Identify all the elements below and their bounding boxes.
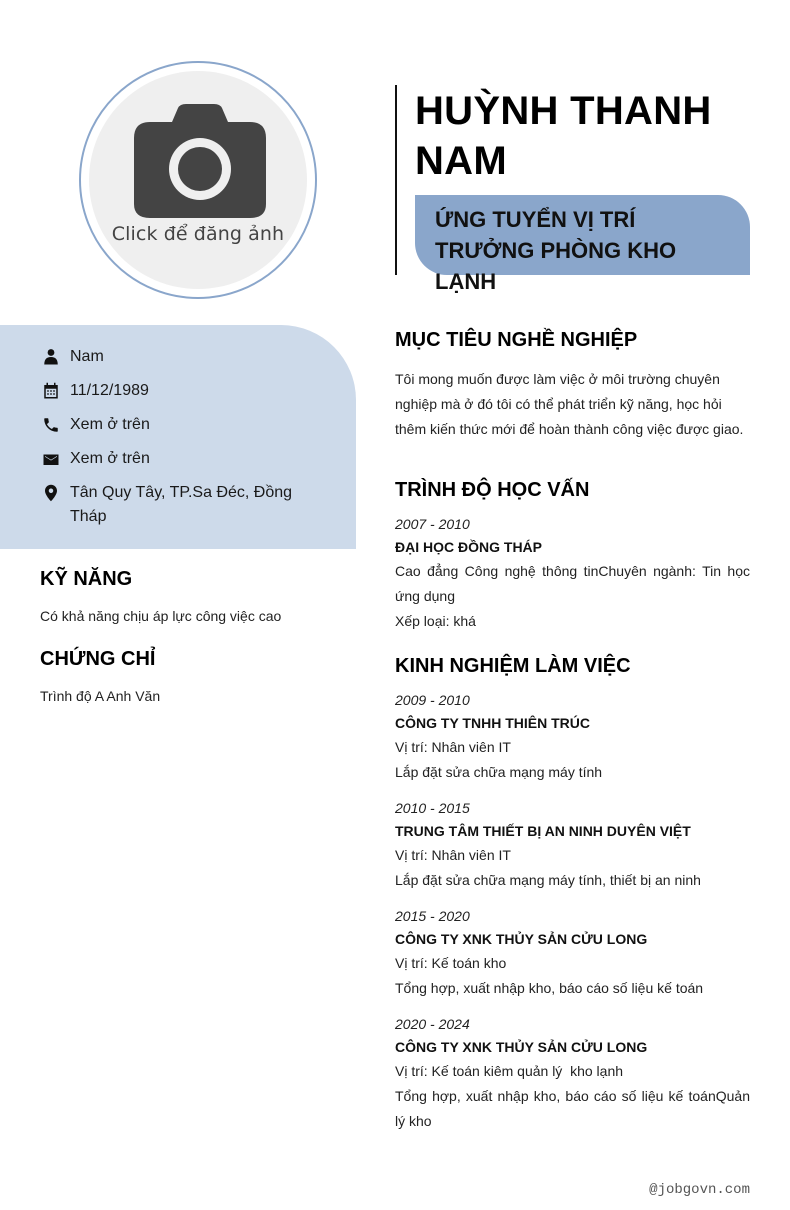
experience-section bbox=[395, 653, 750, 1134]
education-title: TRÌNH ĐỘ HỌC VẤN bbox=[395, 479, 590, 501]
experience-description: Lắp đặt sửa chữa mạng máy tính bbox=[395, 764, 603, 780]
objective-title: MỤC TIÊU NGHỀ NGHIỆP bbox=[395, 329, 638, 351]
experience-description: Tổng hợp, xuất nhập kho, báo cáo số liệu kế toánQuản lý kho bbox=[395, 1088, 750, 1129]
experience-company: CÔNG TY XNK THỦY SẢN CỬU LONG bbox=[395, 1039, 648, 1055]
calendar-icon bbox=[42, 379, 70, 403]
location-pin-icon bbox=[42, 481, 70, 505]
contact-panel bbox=[0, 325, 356, 549]
skills-section bbox=[40, 566, 340, 626]
certificates-title: CHỨNG CHỈ bbox=[40, 648, 156, 670]
experience-entry bbox=[395, 797, 750, 893]
email-icon bbox=[42, 447, 70, 471]
experience-entry bbox=[395, 689, 750, 785]
experience-period: 2009 - 2010 bbox=[395, 692, 470, 708]
avatar-upload[interactable] bbox=[79, 61, 317, 299]
certificates-content: Trình độ A Anh Văn bbox=[40, 688, 161, 704]
contact-birthdate bbox=[42, 379, 322, 403]
experience-period: 2010 - 2015 bbox=[395, 800, 470, 816]
contact-email bbox=[42, 447, 322, 471]
experience-description: Tổng hợp, xuất nhập kho, báo cáo số liệu kế toán bbox=[395, 980, 704, 996]
education-school: ĐẠI HỌC ĐỒNG THÁP bbox=[395, 539, 542, 555]
address-value: Tân Quy Tây, TP.Sa Đéc, Đồng Tháp bbox=[70, 484, 293, 525]
experience-entry bbox=[395, 1013, 750, 1134]
experience-company: TRUNG TÂM THIẾT BỊ AN NINH DUYÊN VIỆT bbox=[395, 823, 691, 839]
education-entry bbox=[395, 513, 750, 634]
contact-address bbox=[42, 481, 322, 529]
skills-title: KỸ NĂNG bbox=[40, 568, 133, 590]
experience-position: Vị trí: Kế toán kho bbox=[395, 955, 507, 971]
contact-phone bbox=[42, 413, 322, 437]
education-period: 2007 - 2010 bbox=[395, 516, 470, 532]
phone-value: Xem ở trên bbox=[70, 416, 150, 433]
person-icon bbox=[42, 345, 70, 369]
education-details: Cao đẳng Công nghệ thông tinChuyên ngành: Tin học ứng dụng bbox=[395, 563, 750, 604]
candidate-name: HUỲNH THANH NAM bbox=[415, 89, 712, 183]
certificates-section bbox=[40, 646, 340, 706]
position-title: ỨNG TUYỂN VỊ TRÍ TRƯỞNG PHÒNG KHO LẠNH bbox=[435, 207, 677, 294]
education-section bbox=[395, 477, 750, 634]
experience-company: CÔNG TY XNK THỦY SẢN CỬU LONG bbox=[395, 931, 648, 947]
position-title-badge bbox=[415, 195, 750, 294]
experience-period: 2015 - 2020 bbox=[395, 908, 470, 924]
skills-content: Có khả năng chịu áp lực công việc cao bbox=[40, 608, 282, 624]
watermark: @jobgovn.com bbox=[649, 1182, 750, 1198]
education-grade: Xếp loại: khá bbox=[395, 613, 476, 629]
objective-content: Tôi mong muốn được làm việc ở môi trường chuyên nghiệp mà ở đó tôi có thể phát triển kỹ năng, học hỏi thêm kiến thức mới để hoàn thành công việc được giao. bbox=[395, 371, 744, 437]
avatar-placeholder[interactable] bbox=[89, 71, 307, 289]
experience-position: Vị trí: Kế toán kiêm quản lý kho lạnh bbox=[395, 1063, 624, 1079]
experience-position: Vị trí: Nhân viên IT bbox=[395, 739, 511, 755]
objective-section bbox=[395, 327, 750, 442]
contact-list bbox=[42, 345, 322, 539]
experience-position: Vị trí: Nhân viên IT bbox=[395, 847, 511, 863]
experience-title: KINH NGHIỆM LÀM VIỆC bbox=[395, 655, 631, 677]
gender-value: Nam bbox=[70, 348, 104, 365]
contact-gender bbox=[42, 345, 322, 369]
phone-icon bbox=[42, 413, 70, 437]
experience-period: 2020 - 2024 bbox=[395, 1016, 470, 1032]
avatar-upload-label: Click để đăng ảnh bbox=[111, 223, 285, 245]
experience-description: Lắp đặt sửa chữa mạng máy tính, thiết bị an ninh bbox=[395, 872, 701, 888]
name-divider bbox=[395, 85, 397, 275]
camera-icon bbox=[134, 104, 266, 218]
experience-entry bbox=[395, 905, 750, 1001]
birthdate-value: 11/12/1989 bbox=[70, 382, 149, 399]
email-value: Xem ở trên bbox=[70, 450, 150, 467]
experience-company: CÔNG TY TNHH THIÊN TRÚC bbox=[395, 715, 590, 731]
